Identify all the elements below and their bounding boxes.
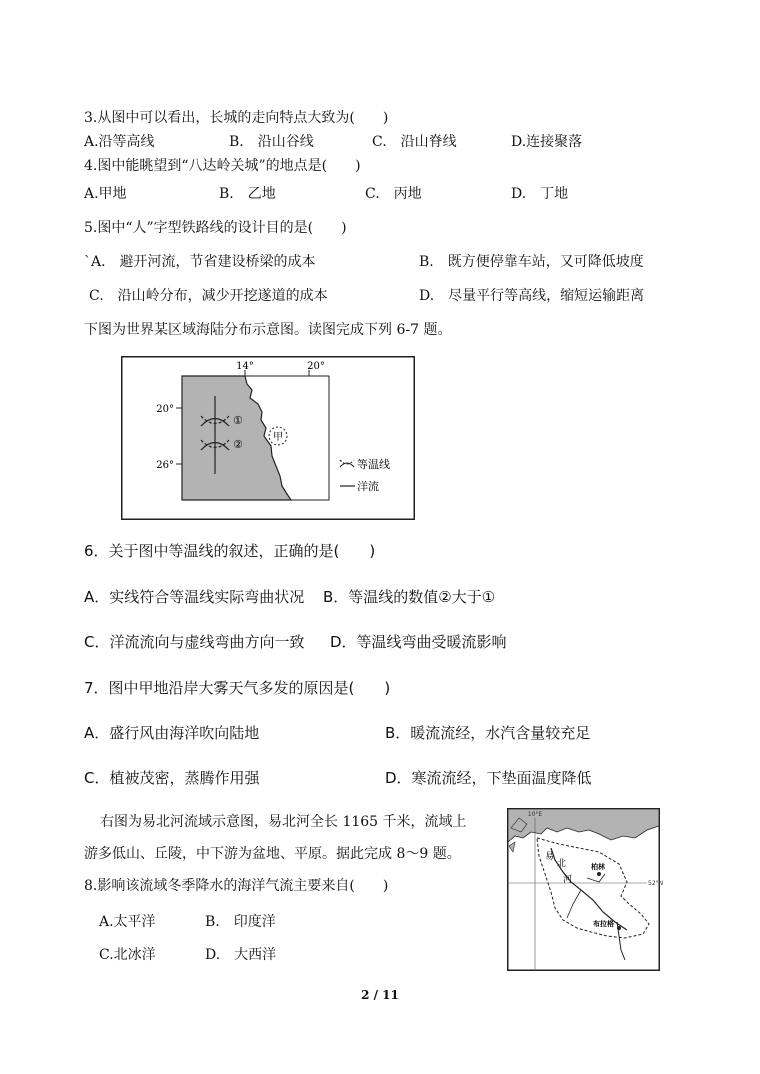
city-label-berlin: 柏林	[591, 863, 605, 871]
q5-option-b: B. 既方便停靠车站，又可降低坡度	[419, 254, 644, 270]
q8-stem: 8.影响该流域冬季降水的海洋气流主要来自( )	[84, 878, 389, 894]
city-label-prague: 布拉格	[593, 920, 614, 928]
q6-stem: 6．关于图中等温线的叙述，正确的是( )	[84, 542, 376, 560]
isotherm-mark-2: ②	[233, 438, 243, 451]
latitude-label-20: 20°	[156, 404, 174, 415]
q5-option-c: C. 沿山岭分布，减少开挖遂道的成本	[89, 288, 328, 304]
q5-stem: 5.图中“人”字型铁路线的设计目的是( )	[84, 220, 347, 236]
q6-option-c: C．洋流流向与虚线弯曲方向一致	[84, 633, 305, 651]
q4-option-a: A.甲地	[84, 186, 127, 202]
intro-6-7: 下图为世界某区域海陆分布示意图。读图完成下列 6-7 题。	[84, 322, 452, 338]
river-label-he: 河	[563, 875, 573, 885]
q6-option-d: D．等温线弯曲受暖流影响	[330, 633, 507, 651]
q8-option-c: C.北冰洋	[99, 947, 156, 963]
q7-option-b: B．暖流流经，水汽含量较充足	[385, 724, 591, 742]
place-jia-label: 甲	[273, 432, 283, 443]
legend-isotherm-label: 等温线	[357, 458, 390, 471]
river-label-yi: 易	[545, 852, 555, 862]
q7-option-c: C．植被茂密，蒸腾作用强	[84, 769, 260, 787]
q5-option-d: D. 尽量平行等高线，缩短运输距离	[419, 288, 645, 304]
q4-option-c: C. 丙地	[365, 186, 422, 202]
q4-option-b: B. 乙地	[219, 186, 276, 202]
page-number: 2 / 11	[361, 988, 399, 1002]
q6-option-a: A．实线符合等温线实际弯曲状况	[84, 588, 305, 606]
isotherm-mark-1: ①	[233, 414, 243, 427]
intro-8-9-line2: 游多低山、丘陵，中下游为盆地、平原。据此完成 8～9 题。	[84, 846, 461, 862]
river-label-bei: 北	[557, 859, 567, 869]
q6-option-b: B．等温线的数值②大于①	[323, 588, 496, 606]
latitude-label-52n: 52°N	[648, 880, 664, 887]
q4-option-d: D. 丁地	[511, 186, 569, 202]
q3-option-d: D.连接聚落	[511, 134, 583, 150]
q3-option-a: A.沿等高线	[84, 134, 155, 150]
q8-option-a: A.太平洋	[99, 914, 156, 930]
latitude-label-26: 26°	[156, 460, 174, 471]
q3-stem: 3.从图中可以看出，长城的走向特点大致为( )	[84, 110, 389, 126]
q8-option-d: D. 大西洋	[205, 947, 277, 963]
longitude-label-20: 20°	[307, 361, 325, 372]
sea-land-map-figure	[121, 356, 415, 520]
q3-option-c: C. 沿山脊线	[372, 134, 457, 150]
longitude-label-10e: 10°E	[527, 811, 543, 818]
q8-option-b: B. 印度洋	[205, 914, 276, 930]
legend-current-label: 洋流	[357, 480, 379, 493]
q7-option-d: D．寒流流经，下垫面温度降低	[385, 769, 592, 787]
q7-option-a: A．盛行风由海洋吹向陆地	[84, 724, 260, 742]
intro-8-9-line1: 右图为易北河流域示意图，易北河全长 1165 千米，流域上	[100, 814, 467, 830]
q7-stem: 7．图中甲地沿岸大雾天气多发的原因是( )	[84, 679, 391, 697]
q4-stem: 4.图中能眺望到“八达岭关城”的地点是( )	[84, 158, 361, 174]
longitude-label-14: 14°	[236, 361, 254, 372]
q5-option-a: `A. 避开河流，节省建设桥梁的成本	[84, 254, 316, 270]
q3-option-b: B. 沿山谷线	[229, 134, 314, 150]
elbe-basin-map-figure	[507, 808, 664, 971]
